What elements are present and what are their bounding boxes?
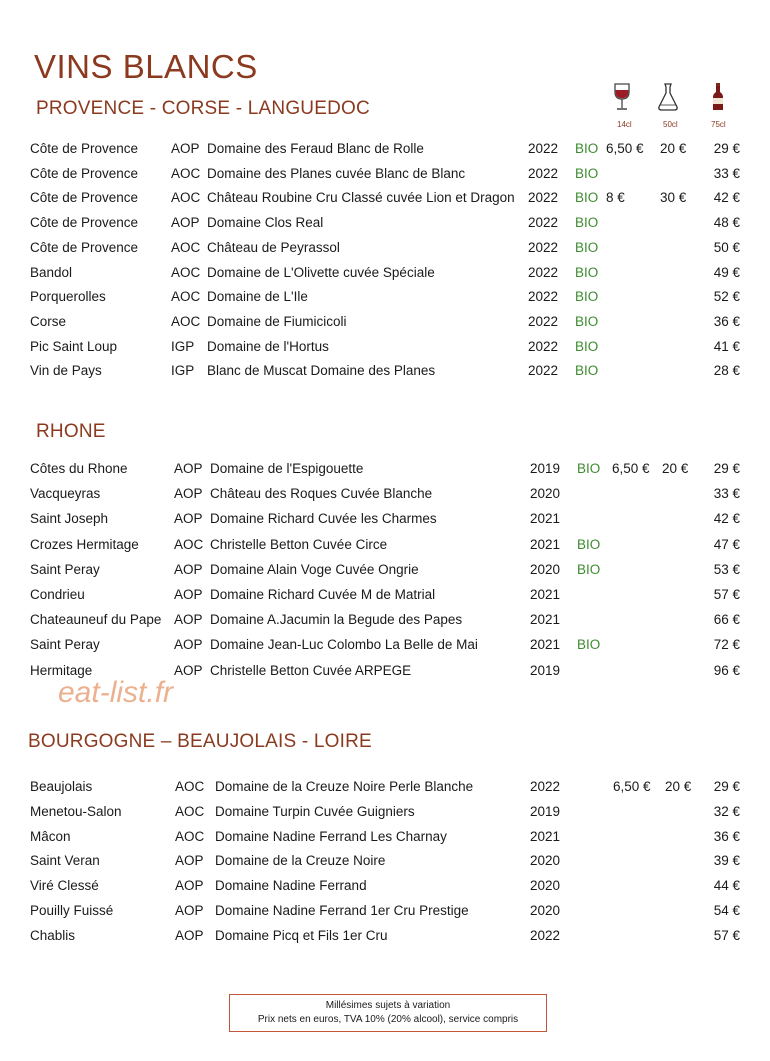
wine-domain: Domaine Jean-Luc Colombo La Belle de Mai xyxy=(210,637,478,653)
wine-region: Chateauneuf du Pape xyxy=(30,612,162,628)
bottle-price: 96 € xyxy=(713,662,740,678)
wine-row xyxy=(0,314,770,334)
wine-vintage: 2022 xyxy=(528,141,559,156)
wine-row xyxy=(0,587,770,607)
wine-row xyxy=(0,779,770,799)
carafe-size-label: 50cl xyxy=(663,120,678,129)
wine-appellation: AOP xyxy=(171,141,200,156)
wine-appellation: AOC xyxy=(175,803,205,819)
wine-row xyxy=(0,240,770,260)
wine-appellation: AOP xyxy=(175,927,204,943)
bottle-price: 50 € xyxy=(713,239,740,255)
wine-vintage: 2020 xyxy=(530,561,561,577)
wine-region: Saint Joseph xyxy=(30,511,109,527)
wine-domain: Domaine de l'Espigouette xyxy=(210,461,364,476)
wine-row xyxy=(0,339,770,359)
wine-vintage: 2022 xyxy=(528,313,559,329)
wine-vintage: 2022 xyxy=(528,264,559,280)
bottle-price: 29 € xyxy=(713,461,740,476)
wine-vintage: 2020 xyxy=(530,878,561,894)
wine-vintage: 2022 xyxy=(528,363,559,379)
wine-appellation: AOP xyxy=(175,853,204,869)
wine-vintage: 2020 xyxy=(530,486,561,502)
bottle-price: 33 € xyxy=(713,165,740,181)
wine-bio-label: BIO xyxy=(575,141,599,156)
wine-region: Viré Clessé xyxy=(30,878,99,894)
section-title-bourgogne: BOURGOGNE – BEAUJOLAIS - LOIRE xyxy=(28,731,372,752)
wine-row xyxy=(0,637,770,657)
bottle-price: 47 € xyxy=(713,536,740,552)
wine-domain: Domaine des Feraud Blanc de Rolle xyxy=(207,141,424,156)
wine-row xyxy=(0,903,770,923)
wine-vintage: 2022 xyxy=(530,927,561,943)
wine-appellation: AOP xyxy=(174,561,203,577)
bottle-price: 72 € xyxy=(713,637,740,653)
bottle-size-label: 75cl xyxy=(711,120,726,129)
wine-domain: Blanc de Muscat Domaine des Planes xyxy=(207,363,436,379)
wine-appellation: AOC xyxy=(171,264,201,280)
wine-region: Mâcon xyxy=(30,828,71,844)
wine-vintage: 2022 xyxy=(528,215,559,231)
wine-region: Bandol xyxy=(30,264,73,280)
wine-region: Côte de Provence xyxy=(30,141,139,156)
bottle-price: 32 € xyxy=(713,803,740,819)
wine-vintage: 2019 xyxy=(530,803,561,819)
wine-row xyxy=(0,853,770,873)
wine-domain: Domaine de la Creuze Noire xyxy=(215,853,386,869)
bottle-price: 41 € xyxy=(713,338,740,354)
wine-region: Corse xyxy=(30,313,67,329)
bottle-price: 29 € xyxy=(713,779,740,794)
wine-row xyxy=(0,289,770,309)
bottle-price: 52 € xyxy=(713,289,740,305)
wine-vintage: 2022 xyxy=(528,190,559,206)
wine-row xyxy=(0,804,770,824)
wine-vintage: 2021 xyxy=(530,511,561,527)
wine-bio-label: BIO xyxy=(575,190,599,206)
footer-line-2: Prix nets en euros, TVA 10% (20% alcool), service compris xyxy=(257,1014,519,1025)
wine-row xyxy=(0,141,770,161)
wine-domain: Domaine de la Creuze Noire Perle Blanche xyxy=(215,779,474,794)
bottle-price: 53 € xyxy=(713,561,740,577)
wine-appellation: IGP xyxy=(171,363,195,379)
wine-domain: Domaine Nadine Ferrand xyxy=(215,878,367,894)
wine-region: Beaujolais xyxy=(30,779,93,794)
wine-row xyxy=(0,829,770,849)
wine-vintage: 2022 xyxy=(528,289,559,305)
glass-price: 6,50 € xyxy=(613,779,651,794)
wine-region: Côte de Provence xyxy=(30,190,139,206)
wine-domain: Domaine des Planes cuvée Blanc de Blanc xyxy=(207,165,466,181)
bottle-price: 39 € xyxy=(713,853,740,869)
wine-vintage: 2020 xyxy=(530,903,561,918)
bottle-price: 33 € xyxy=(713,486,740,502)
section-title-provence: PROVENCE - CORSE - LANGUEDOC xyxy=(36,98,370,119)
wine-region: Saint Peray xyxy=(30,637,100,653)
wine-region: Vacqueyras xyxy=(30,486,101,502)
wine-domain: Domaine Alain Voge Cuvée Ongrie xyxy=(210,561,419,577)
bottle-price: 28 € xyxy=(713,363,740,379)
wine-row xyxy=(0,265,770,285)
bottle-price: 42 € xyxy=(713,511,740,527)
wine-vintage: 2021 xyxy=(530,828,561,844)
wine-appellation: AOP xyxy=(174,662,203,678)
wine-row xyxy=(0,166,770,186)
wine-bio-label: BIO xyxy=(577,536,601,552)
footer-line-1: Millésimes sujets à variation xyxy=(325,1000,451,1011)
wine-region: Côte de Provence xyxy=(30,215,139,231)
wine-appellation: AOP xyxy=(175,878,204,894)
page-title: VINS BLANCS xyxy=(34,48,258,86)
bottle-price: 66 € xyxy=(713,612,740,628)
bottle-price: 44 € xyxy=(713,878,740,894)
bottle-icon xyxy=(711,82,725,112)
wine-appellation: AOP xyxy=(174,587,203,602)
glass-size-label: 14cl xyxy=(617,120,632,129)
wine-vintage: 2019 xyxy=(530,662,561,678)
watermark: eat-list.fr xyxy=(58,676,174,709)
wine-region: Crozes Hermitage xyxy=(30,536,139,552)
bottle-price: 49 € xyxy=(713,264,740,280)
wine-domain: Château des Roques Cuvée Blanche xyxy=(210,486,433,502)
wine-row xyxy=(0,537,770,557)
section-title-rhone: RHONE xyxy=(36,421,106,442)
wine-region: Chablis xyxy=(30,927,76,943)
wine-domain: Domaine de L'Olivette cuvée Spéciale xyxy=(207,264,435,280)
wine-domain: Domaine Nadine Ferrand 1er Cru Prestige xyxy=(215,903,469,918)
wine-bio-label: BIO xyxy=(575,239,599,255)
bottle-price: 42 € xyxy=(713,190,740,206)
glass-price: 6,50 € xyxy=(606,141,644,156)
wine-region: Menetou-Salon xyxy=(30,803,122,819)
wine-region: Vin de Pays xyxy=(30,363,102,379)
wine-region: Saint Peray xyxy=(30,561,100,577)
wine-bio-label: BIO xyxy=(575,363,599,379)
wine-bio-label: BIO xyxy=(575,264,599,280)
wine-vintage: 2020 xyxy=(530,853,561,869)
wine-region: Hermitage xyxy=(30,662,93,678)
wine-row xyxy=(0,612,770,632)
footer-note xyxy=(229,994,547,1032)
wine-domain: Domaine Richard Cuvée les Charmes xyxy=(210,511,437,527)
wine-bio-label: BIO xyxy=(575,215,599,231)
carafe-price: 20 € xyxy=(660,141,687,156)
bottle-price: 57 € xyxy=(713,927,740,943)
wine-domain: Domaine Nadine Ferrand Les Charnay xyxy=(215,828,447,844)
bottle-price: 57 € xyxy=(713,587,740,602)
carafe-price: 20 € xyxy=(662,461,689,476)
wine-row xyxy=(0,190,770,210)
wine-vintage: 2022 xyxy=(528,239,559,255)
wine-domain: Domaine Richard Cuvée M de Matrial xyxy=(210,587,436,602)
bottle-price: 36 € xyxy=(713,828,740,844)
wine-appellation: AOC xyxy=(175,828,205,844)
wine-vintage: 2022 xyxy=(528,165,559,181)
wine-region: Pic Saint Loup xyxy=(30,338,118,354)
wine-row xyxy=(0,363,770,383)
wine-domain: Château Roubine Cru Classé cuvée Lion et Dragon xyxy=(207,190,515,206)
wine-region: Saint Veran xyxy=(30,853,100,869)
wine-row xyxy=(0,562,770,582)
wine-appellation: AOP xyxy=(174,511,203,527)
wine-domain: Domaine de L'Ile xyxy=(207,289,308,305)
wine-region: Côte de Provence xyxy=(30,165,139,181)
wine-appellation: AOP xyxy=(174,637,203,653)
wine-appellation: AOC xyxy=(171,190,201,206)
glass-price: 8 € xyxy=(606,190,625,206)
wine-bio-label: BIO xyxy=(575,165,599,181)
wine-bio-label: BIO xyxy=(575,289,599,305)
carafe-icon xyxy=(656,82,680,112)
wine-region: Côtes du Rhone xyxy=(30,461,128,476)
wine-region: Porquerolles xyxy=(30,289,106,305)
wine-domain: Domaine Picq et Fils 1er Cru xyxy=(215,927,388,943)
wine-vintage: 2022 xyxy=(528,338,559,354)
wine-appellation: AOP xyxy=(174,612,203,628)
wine-vintage: 2021 xyxy=(530,536,561,552)
wine-bio-label: BIO xyxy=(577,561,601,577)
glass-price: 6,50 € xyxy=(612,461,650,476)
wine-domain: Domaine de Fiumicicoli xyxy=(207,313,347,329)
wine-appellation: AOC xyxy=(175,779,205,794)
wine-appellation: AOC xyxy=(171,239,201,255)
wine-appellation: IGP xyxy=(171,338,195,354)
wine-domain: Domaine Clos Real xyxy=(207,215,324,231)
carafe-price: 30 € xyxy=(660,190,687,206)
wine-appellation: AOP xyxy=(174,461,203,476)
wine-vintage: 2021 xyxy=(530,587,561,602)
wine-domain: Domaine Turpin Cuvée Guigniers xyxy=(215,803,415,819)
wine-domain: Domaine A.Jacumin la Begude des Papes xyxy=(210,612,463,628)
wine-domain: Domaine de l'Hortus xyxy=(207,338,329,354)
wine-appellation: AOC xyxy=(171,289,201,305)
wine-row xyxy=(0,878,770,898)
wine-row xyxy=(0,461,770,481)
wine-bio-label: BIO xyxy=(575,313,599,329)
wine-row xyxy=(0,486,770,506)
wine-domain: Château de Peyrassol xyxy=(207,239,340,255)
wine-vintage: 2021 xyxy=(530,612,561,628)
wine-vintage: 2021 xyxy=(530,637,561,653)
wine-region: Condrieu xyxy=(30,587,85,602)
wine-domain: Christelle Betton Cuvée Circe xyxy=(210,536,388,552)
bottle-price: 29 € xyxy=(713,141,740,156)
wine-domain: Christelle Betton Cuvée ARPEGE xyxy=(210,662,412,678)
wine-appellation: AOP xyxy=(174,486,203,502)
bottle-price: 36 € xyxy=(713,313,740,329)
wine-appellation: AOP xyxy=(175,903,204,918)
wine-region: Pouilly Fuissé xyxy=(30,903,114,918)
wine-row xyxy=(0,511,770,531)
wine-bio-label: BIO xyxy=(577,461,601,476)
wine-bio-label: BIO xyxy=(577,637,601,653)
carafe-price: 20 € xyxy=(665,779,692,794)
wine-appellation: AOC xyxy=(174,536,204,552)
wine-appellation: AOC xyxy=(171,165,201,181)
wine-row xyxy=(0,215,770,235)
wine-vintage: 2022 xyxy=(530,779,561,794)
bottle-price: 54 € xyxy=(713,903,740,918)
wine-appellation: AOC xyxy=(171,313,201,329)
wine-appellation: AOP xyxy=(171,215,200,231)
wine-vintage: 2019 xyxy=(530,461,561,476)
bottle-price: 48 € xyxy=(713,215,740,231)
wine-region: Côte de Provence xyxy=(30,239,139,255)
wine-bio-label: BIO xyxy=(575,338,599,354)
wine-row xyxy=(0,928,770,948)
wine-glass-icon xyxy=(612,82,632,112)
